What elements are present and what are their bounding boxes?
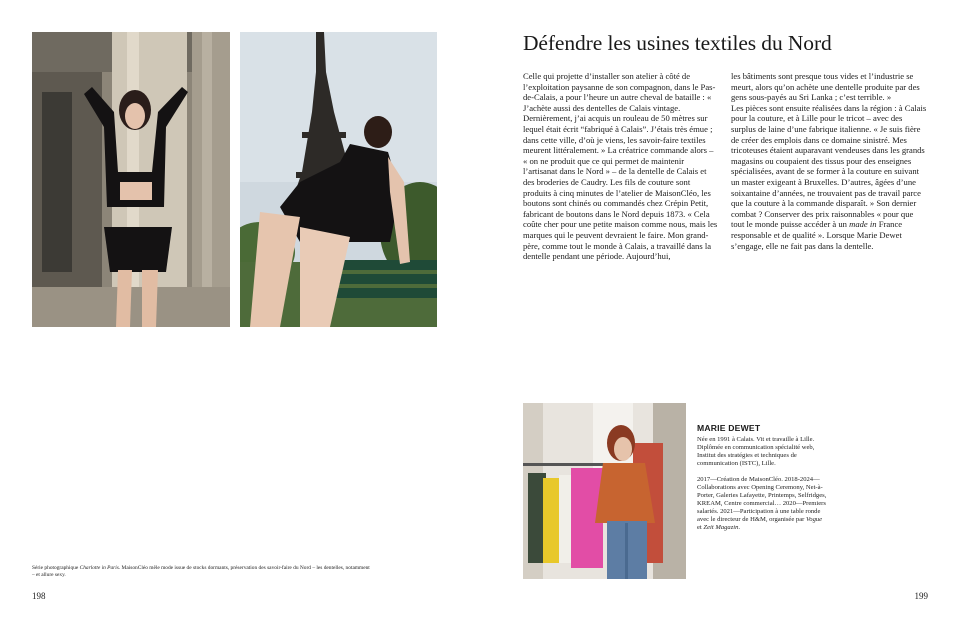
photo-eiffel-tower — [240, 32, 437, 327]
photo-portrait — [523, 403, 686, 579]
zeit-title: Zeit Magazin — [703, 524, 739, 531]
article-paragraph: les bâtiments sont presque tous vides et l’industrie se meurt, alors qu’on achète une dentelle produite par des gens sous-payés au Sri Lanka ; c’est terrible. » — [731, 71, 920, 103]
page-number-left: 198 — [32, 591, 46, 601]
paragraph-text: Les pièces sont ensuite réalisées dans la région : à Calais pour la couture, et à Lille pour le tricot – avec des surplus de laine d’une fabrique italienne. « Je suis fière de créer des emplois dans ce domaine sinistré. Mes tricoteuses étaient auparavant vendeuses dans les grands magasins ou coupaient des tissus pour des enseignes spécialisées, avant de se former à la couture en suivant un master exigeant à Bruxelles. D’autres, âgées d’une soixantaine d’années, ne trouvaient pas de travail parce que la couture à la commande disparaît. » Son dernier combat ? Conserver des prix raisonnables « pour que tout le monde puisse accéder à un — [731, 102, 927, 230]
bio-intro: Née en 1991 à Calais. Vit et travaille à Lille. Diplômée en communication spécialité web, Institut des stratégies et techniques de communication (ISTC), Lille. — [697, 436, 815, 467]
photo-columns — [32, 32, 230, 327]
paragraph-text: France responsable et de qualité ». Lorsque Marie Dewet s’engage, elle ne fait pas dans la dentelle. — [731, 219, 903, 251]
article-paragraph: Celle qui projette d’installer son atelier à côté de l’exploitation paysanne de son compagnon, dans le Pas-de-Calais, a pour l’heure un autre cheval de bataille : « J’achète aussi des dentelles de Calais vintage. Dernièrement, j’ai acquis un rouleau de 50 mètres sur lequel était écrit “fabriqué à Calais”. J’étais très émue ; dans cette ville, d’où je viens, les savoir-faire textiles meurent littéralement. » La créatrice commande alors – « on ne produit que ce qui permet de maintenir l’artisanat dans le Nord » – de la dentelle de Calais et des broderies de Caudry. Les fils de couture sont produits à cinq minutes de l’atelier de MaisonCléo, les boutons sont chinés ou commandés chez Crépin Petit, fabricant de boutons dans le Nord depuis 1873. « Cela coûte cher pour une petite maison comme nous, mais les marques qui le peuvent devraient le faire. Mon grand-père, comme tout le monde à Calais, a travaillé dans la dentelle pendant une période. Aujourd’hui, — [523, 71, 718, 262]
article-paragraph — [731, 103, 927, 251]
timeline-text: et — [697, 524, 704, 531]
vogue-title: Vogue — [806, 516, 823, 523]
caption-text: . MaisonCléo mêle mode issue de stocks dormants, préservation des savoir-faire du Nord – les dentelles, notamment – et allure sexy. — [32, 565, 370, 578]
photo-caption — [32, 565, 372, 579]
page-number-right: 199 — [914, 591, 928, 601]
bio-box — [697, 423, 827, 532]
article-column-1 — [523, 71, 719, 262]
bio-timeline — [697, 476, 827, 532]
timeline-text: . — [738, 524, 741, 531]
caption-series-title: Charlotte in Paris — [79, 565, 119, 571]
timeline-text: 2017—Création de MaisonCléo. 2018-2024—Collaborations avec Opening Ceremony, Net-à-Porter, Galeries Lafayette, Printemps, Selfridges, KREAM, Centre commercial… 2020—Premiers salariés. 2021—Participation à une table ronde avec le directeur de H&M, organisée par — [697, 476, 827, 523]
made-in-emphasis: made in — [849, 219, 877, 230]
article-column-2 — [731, 71, 927, 251]
article-title: Défendre les usines textiles du Nord — [523, 31, 832, 55]
bio-name: MARIE DEWET — [697, 423, 761, 433]
caption-prefix: Série photographique — [32, 565, 80, 571]
